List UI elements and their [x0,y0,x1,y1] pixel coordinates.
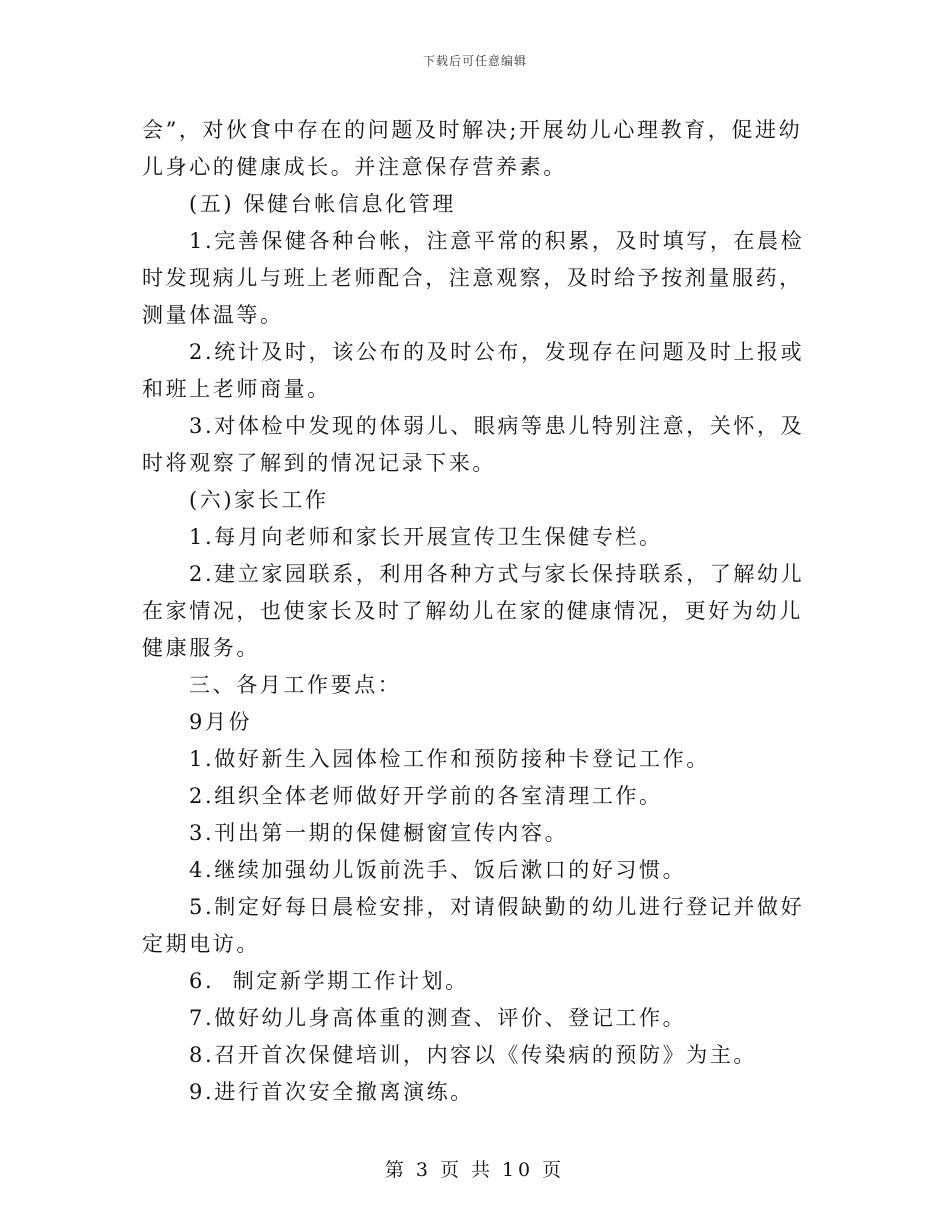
footer-prefix: 第 [384,1159,408,1181]
list-item: 5.制定好每日晨检安排，对请假缺勤的幼儿进行登记并做好定期电访。 [142,895,805,956]
section-heading: 三、各月工作要点： [189,673,402,697]
document-body [142,112,810,1111]
list-item: 1.做好新生入园体检工作和预防接种卡登记工作。 [189,747,710,771]
section-heading: (六)家长工作 [189,488,329,512]
list-item: 2.统计及时，该公布的及时公布，发现存在问题及时上报或和班上老师商量。 [142,340,805,401]
footer-total-word: 共 [470,1159,494,1181]
footer-total-pages: 10 [501,1159,535,1181]
list-item: 2.组织全体老师做好开学前的各室清理工作。 [189,784,663,808]
footer-page-word: 页 [439,1159,463,1181]
footer-page-number: 3 [415,1159,432,1181]
list-item: 1.每月向老师和家长开展宣传卫生保健专栏。 [189,525,663,549]
list-item: 9.进行首次安全撤离演练。 [189,1080,474,1104]
list-item: 3.对体检中发现的体弱儿、眼病等患儿特别注意，关怀，及时将观察了解到的情况记录下来。 [142,414,805,475]
paragraph: 会”，对伙食中存在的问题及时解决;开展幼儿心理教育，促进幼儿身心的健康成长。并注意保存营养素。 [142,118,803,179]
list-item: 2.建立家园联系，利用各种方式与家长保持联系，了解幼儿在家情况，也使家长及时了解幼儿在家的健康情况，更好为幼儿健康服务。 [142,562,805,660]
list-item: 4.继续加强幼儿饭前洗手、饭后漱口的好习惯。 [189,858,687,882]
list-item: 6. 制定新学期工作计划。 [189,969,469,993]
list-item: 7.做好幼儿身高体重的测查、评价、登记工作。 [189,1006,687,1030]
list-item: 8.召开首次保健培训，内容以《传染病的预防》为主。 [189,1043,758,1067]
section-heading: (五) 保健台帐信息化管理 [189,192,456,216]
list-item: 3.刊出第一期的保健橱窗宣传内容。 [189,821,569,845]
list-item: 1.完善保健各种台帐，注意平常的积累，及时填写，在晨检时发现病儿与班上老师配合，注意观察，及时给予按剂量服药，测量体温等。 [142,229,805,327]
page-header: 下载后可任意编辑 [422,54,527,68]
footer-suffix: 页 [542,1159,566,1181]
page-footer [0,1155,950,1182]
subsection-heading: 9月份 [189,710,253,734]
